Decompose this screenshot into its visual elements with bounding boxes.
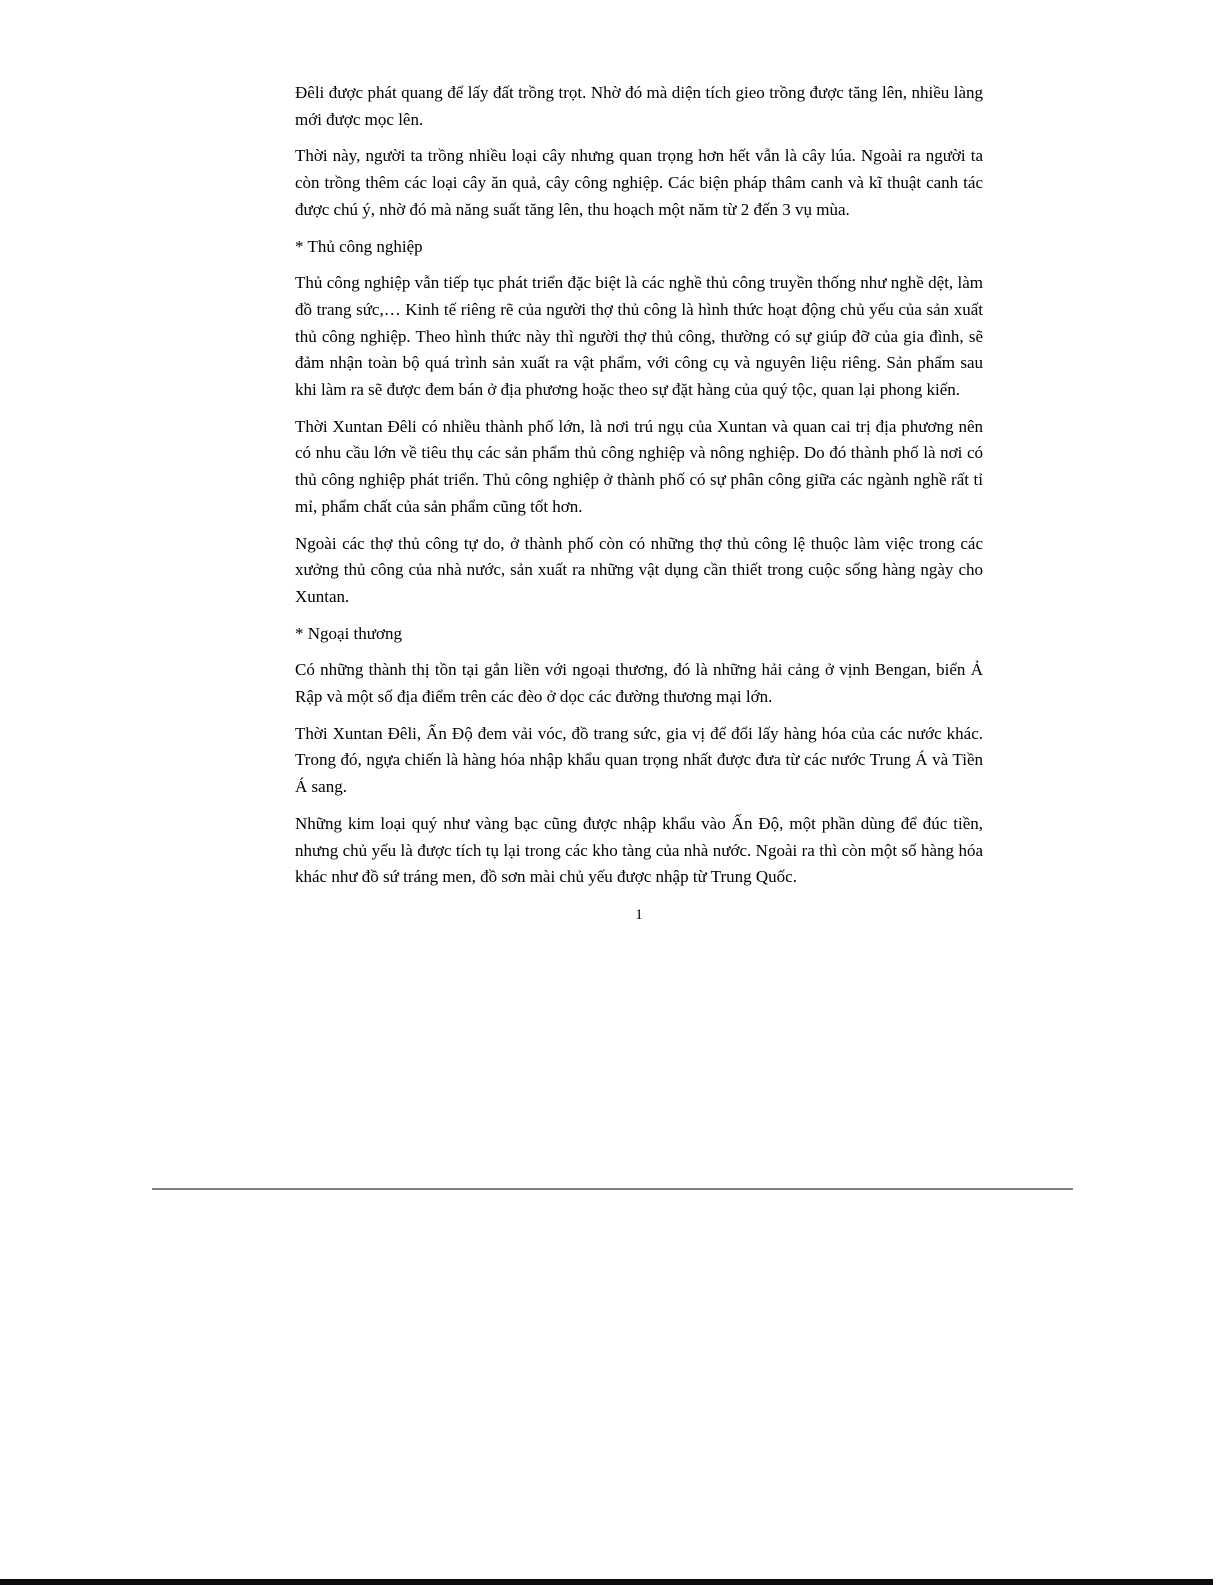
page-separator-line: [152, 1188, 1073, 1190]
paragraph-trade-2: Thời Xuntan Đêli, Ấn Độ đem vải vóc, đồ trang sức, gia vị để đổi lấy hàng hóa của các nước khác. Trong đó, ngựa chiến là hàng hóa nhập khẩu quan trọng nhất được đưa từ các nước Trung Á và Tiền Á sang.: [295, 723, 983, 797]
paragraph-agriculture-2: Thời này, người ta trồng nhiều loại cây nhưng quan trọng hơn hết vẫn là cây lúa. Ngoài ra người ta còn trồng thêm các loại cây ăn quả, cây công nghiệp. Các biện pháp thâm canh và kĩ thuật canh tác được chú ý, nhờ đó mà năng suất tăng lên, thu hoạch một năm từ 2 đến 3 vụ mùa.: [295, 146, 983, 219]
paragraph-handicraft-2: Thời Xuntan Đêli có nhiều thành phố lớn, là nơi trú ngụ của Xuntan và quan cai trị địa phương nên có nhu cầu lớn về tiêu thụ các sản phẩm thủ công nghiệp và nông nghiệp. Do đó thành phố là nơi có thủ công nghiệp phát triển. Thủ công nghiệp ở thành phố có sự phân công giữa các ngành nghề rất tỉ mỉ, phẩm chất của sản phẩm cũng tốt hơn.: [295, 416, 983, 516]
page-content: [295, 80, 983, 925]
paragraph-agriculture-1: Đêli được phát quang để lấy đất trồng trọt. Nhờ đó mà diện tích gieo trồng được tăng lên, nhiều làng mới được mọc lên.: [295, 83, 983, 129]
section-heading-ngoai-thuong: * Ngoại thương: [295, 623, 402, 643]
paragraph-trade-3: Những kim loại quý như vàng bạc cũng được nhập khẩu vào Ấn Độ, một phần dùng để đúc tiền, nhưng chủ yếu là được tích tụ lại trong các kho tàng của nhà nước. Ngoài ra thì còn một số hàng hóa khác như đồ sứ tráng men, đồ sơn mài chủ yếu được nhập từ Trung Quốc.: [295, 813, 983, 887]
page-number: 1: [635, 906, 643, 923]
paragraph-handicraft-3: Ngoài các thợ thủ công tự do, ở thành phố còn có những thợ thủ công lệ thuộc làm việc trong các xưởng thủ công của nhà nước, sản xuất ra những vật dụng cần thiết trong cuộc sống hàng ngày cho Xuntan.: [295, 533, 983, 606]
paragraph-handicraft-1: Thủ công nghiệp vẫn tiếp tục phát triển đặc biệt là các nghề thủ công truyền thống như nghề dệt, làm đồ trang sức,… Kinh tế riêng rẽ của người thợ thủ công là hình thức hoạt động chủ yếu của sản xuất thủ công nghiệp. Theo hình thức này thì người thợ thủ công, thường có sự giúp đỡ của gia đình, sẽ đảm nhận toàn bộ quá trình sản xuất ra vật phẩm, với công cụ và nguyên liệu riêng. Sản phẩm sau khi làm ra sẽ được đem bán ở địa phương hoặc theo sự đặt hàng của quý tộc, quan lại phong kiến.: [295, 273, 983, 400]
section-heading-thu-cong-nghiep: * Thủ công nghiệp: [295, 236, 423, 256]
paragraph-trade-1: Có những thành thị tồn tại gắn liền với ngoại thương, đó là những hải cảng ở vịnh Bengan, biển Ả Rập và một số địa điểm trên các đèo ở dọc các đường thương mại lớn.: [295, 660, 983, 707]
next-page-edge: [0, 1579, 1213, 1585]
